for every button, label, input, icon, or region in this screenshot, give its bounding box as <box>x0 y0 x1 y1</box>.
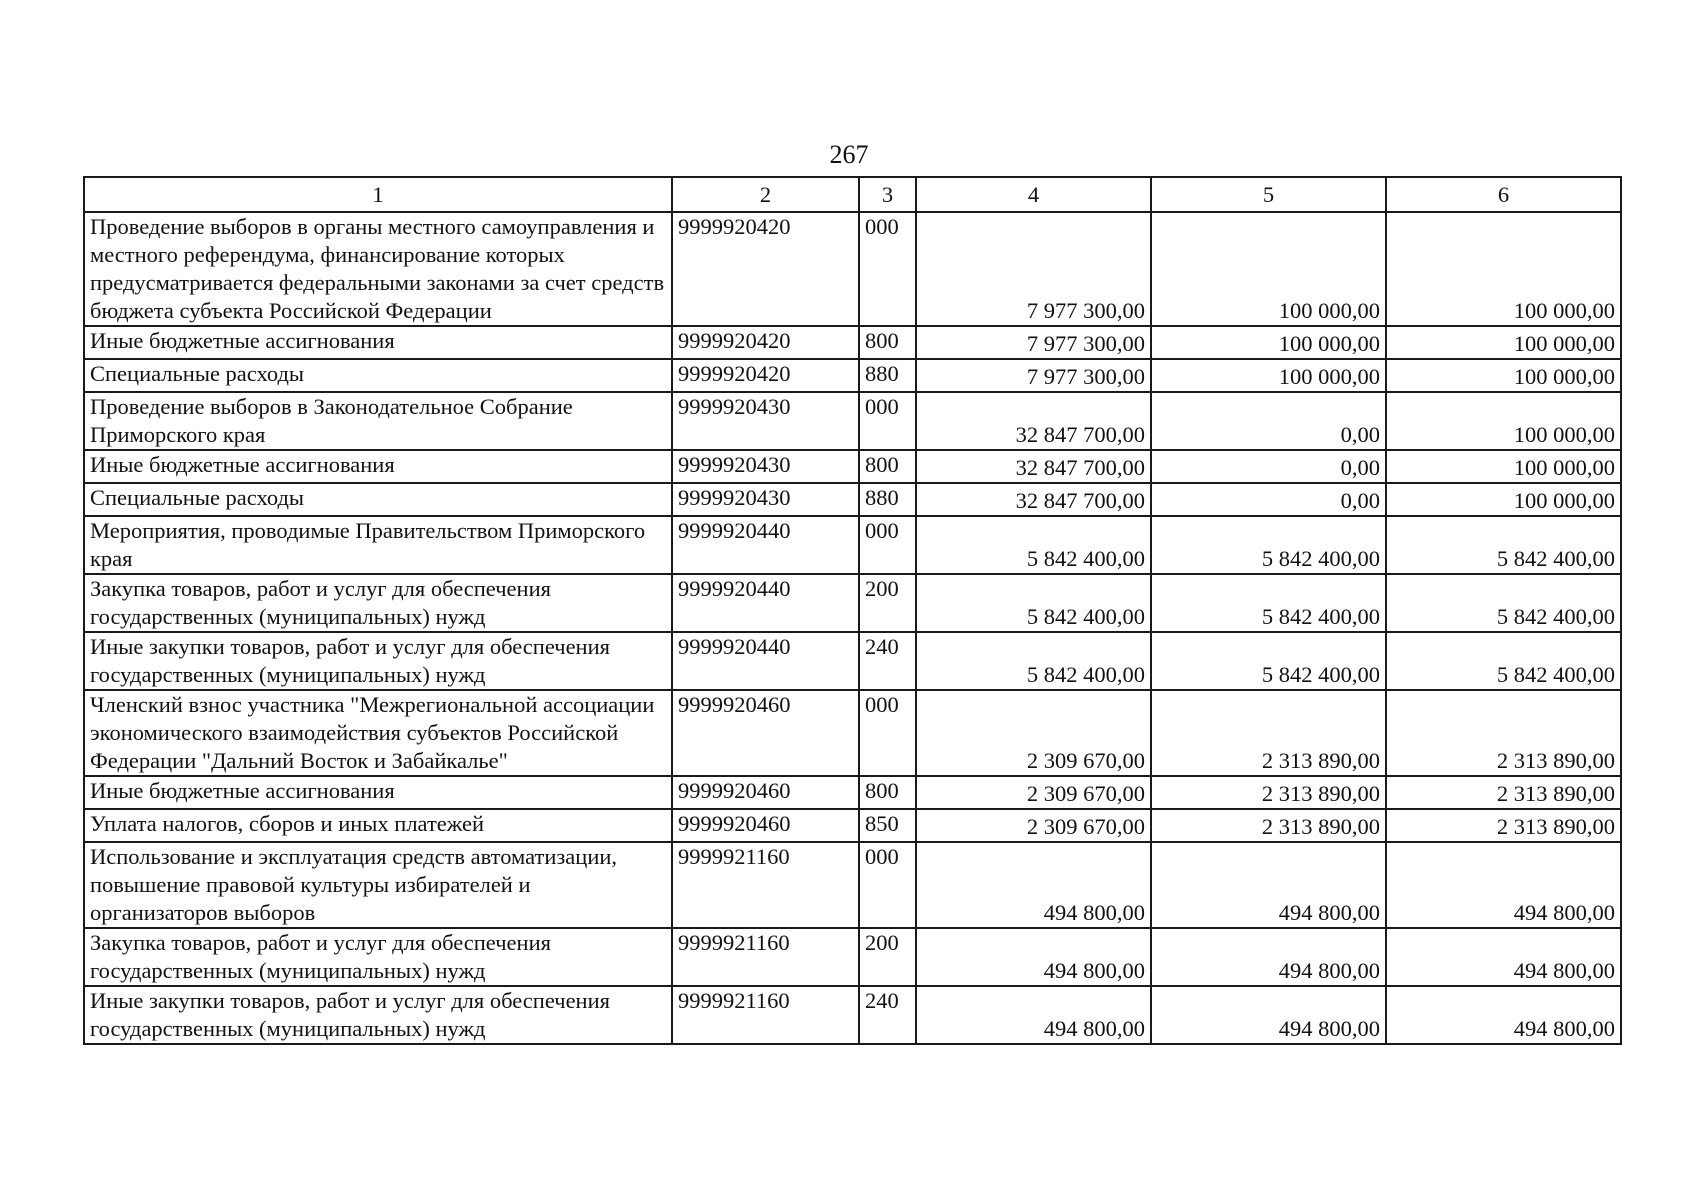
row-name-cell: Иные бюджетные ассигнования <box>84 326 672 359</box>
amount-col5-cell: 2 313 890,00 <box>1151 809 1386 842</box>
amount-col4-cell: 494 800,00 <box>916 986 1151 1044</box>
expense-type-cell: 200 <box>859 574 916 632</box>
expense-type-cell: 000 <box>859 392 916 450</box>
table-row <box>84 842 1621 928</box>
target-code-cell: 9999920440 <box>672 516 859 574</box>
row-name-cell: Проведение выборов в Законодательное Собрание Приморского края <box>84 392 672 450</box>
amount-col4-cell: 5 842 400,00 <box>916 516 1151 574</box>
target-code-cell: 9999920440 <box>672 574 859 632</box>
table-row <box>84 986 1621 1044</box>
amount-col4-cell: 7 977 300,00 <box>916 212 1151 326</box>
target-code-cell: 9999921160 <box>672 842 859 928</box>
table-row <box>84 776 1621 809</box>
amount-col6-cell: 5 842 400,00 <box>1386 516 1621 574</box>
target-code-cell: 9999920420 <box>672 212 859 326</box>
row-name-cell: Проведение выборов в органы местного самоуправления и местного референдума, финансирование которых предусматривается федеральными законами за счет средств бюджета субъекта Российской Федерации <box>84 212 672 326</box>
row-name-cell: Закупка товаров, работ и услуг для обеспечения государственных (муниципальных) нужд <box>84 574 672 632</box>
target-code-cell: 9999920430 <box>672 450 859 483</box>
expense-type-cell: 800 <box>859 776 916 809</box>
amount-col6-cell: 100 000,00 <box>1386 359 1621 392</box>
amount-col5-cell: 494 800,00 <box>1151 986 1386 1044</box>
expense-type-cell: 240 <box>859 986 916 1044</box>
row-name-cell: Специальные расходы <box>84 483 672 516</box>
amount-col5-cell: 100 000,00 <box>1151 212 1386 326</box>
header-row <box>84 177 1621 212</box>
row-name-cell: Членский взнос участника "Межрегиональной ассоциации экономического взаимодействия субъектов Российской Федерации "Дальний Восток и Забайкалье" <box>84 690 672 776</box>
amount-col5-cell: 494 800,00 <box>1151 928 1386 986</box>
table-row <box>84 359 1621 392</box>
table-row <box>84 574 1621 632</box>
amount-col4-cell: 5 842 400,00 <box>916 632 1151 690</box>
amount-col5-cell: 2 313 890,00 <box>1151 690 1386 776</box>
amount-col6-cell: 2 313 890,00 <box>1386 690 1621 776</box>
expense-type-cell: 240 <box>859 632 916 690</box>
amount-col6-cell: 5 842 400,00 <box>1386 574 1621 632</box>
table-row <box>84 928 1621 986</box>
column-header: 2 <box>672 177 859 212</box>
expense-type-cell: 000 <box>859 842 916 928</box>
amount-col6-cell: 2 313 890,00 <box>1386 776 1621 809</box>
expense-type-cell: 000 <box>859 212 916 326</box>
column-header: 4 <box>916 177 1151 212</box>
amount-col4-cell: 7 977 300,00 <box>916 326 1151 359</box>
amount-col4-cell: 494 800,00 <box>916 928 1151 986</box>
budget-table <box>83 176 1622 1045</box>
table-row <box>84 690 1621 776</box>
amount-col6-cell: 100 000,00 <box>1386 392 1621 450</box>
table-row <box>84 326 1621 359</box>
expense-type-cell: 800 <box>859 326 916 359</box>
amount-col5-cell: 5 842 400,00 <box>1151 516 1386 574</box>
amount-col4-cell: 32 847 700,00 <box>916 392 1151 450</box>
amount-col5-cell: 5 842 400,00 <box>1151 574 1386 632</box>
target-code-cell: 9999920460 <box>672 809 859 842</box>
amount-col6-cell: 100 000,00 <box>1386 483 1621 516</box>
expense-type-cell: 850 <box>859 809 916 842</box>
target-code-cell: 9999920430 <box>672 392 859 450</box>
row-name-cell: Мероприятия, проводимые Правительством Приморского края <box>84 516 672 574</box>
amount-col6-cell: 100 000,00 <box>1386 326 1621 359</box>
row-name-cell: Закупка товаров, работ и услуг для обеспечения государственных (муниципальных) нужд <box>84 928 672 986</box>
amount-col4-cell: 7 977 300,00 <box>916 359 1151 392</box>
expense-type-cell: 880 <box>859 483 916 516</box>
target-code-cell: 9999920420 <box>672 326 859 359</box>
table-row <box>84 483 1621 516</box>
expense-type-cell: 000 <box>859 690 916 776</box>
amount-col5-cell: 100 000,00 <box>1151 326 1386 359</box>
amount-col5-cell: 0,00 <box>1151 483 1386 516</box>
expense-type-cell: 880 <box>859 359 916 392</box>
table-row <box>84 516 1621 574</box>
amount-col6-cell: 2 313 890,00 <box>1386 809 1621 842</box>
amount-col4-cell: 5 842 400,00 <box>916 574 1151 632</box>
row-name-cell: Использование и эксплуатация средств автоматизации, повышение правовой культуры избирателей и организаторов выборов <box>84 842 672 928</box>
row-name-cell: Иные бюджетные ассигнования <box>84 776 672 809</box>
amount-col5-cell: 100 000,00 <box>1151 359 1386 392</box>
row-name-cell: Специальные расходы <box>84 359 672 392</box>
column-header: 6 <box>1386 177 1621 212</box>
target-code-cell: 9999920440 <box>672 632 859 690</box>
amount-col6-cell: 100 000,00 <box>1386 450 1621 483</box>
target-code-cell: 9999920430 <box>672 483 859 516</box>
amount-col4-cell: 2 309 670,00 <box>916 809 1151 842</box>
target-code-cell: 9999921160 <box>672 928 859 986</box>
row-name-cell: Иные закупки товаров, работ и услуг для обеспечения государственных (муниципальных) нужд <box>84 986 672 1044</box>
table-row <box>84 632 1621 690</box>
expense-type-cell: 200 <box>859 928 916 986</box>
amount-col5-cell: 0,00 <box>1151 392 1386 450</box>
amount-col5-cell: 494 800,00 <box>1151 842 1386 928</box>
table-row <box>84 392 1621 450</box>
target-code-cell: 9999921160 <box>672 986 859 1044</box>
row-name-cell: Уплата налогов, сборов и иных платежей <box>84 809 672 842</box>
target-code-cell: 9999920420 <box>672 359 859 392</box>
column-header: 1 <box>84 177 672 212</box>
amount-col5-cell: 5 842 400,00 <box>1151 632 1386 690</box>
amount-col4-cell: 494 800,00 <box>916 842 1151 928</box>
amount-col5-cell: 0,00 <box>1151 450 1386 483</box>
amount-col6-cell: 5 842 400,00 <box>1386 632 1621 690</box>
row-name-cell: Иные бюджетные ассигнования <box>84 450 672 483</box>
target-code-cell: 9999920460 <box>672 690 859 776</box>
amount-col4-cell: 2 309 670,00 <box>916 776 1151 809</box>
column-header: 3 <box>859 177 916 212</box>
table-row <box>84 809 1621 842</box>
expense-type-cell: 800 <box>859 450 916 483</box>
amount-col4-cell: 32 847 700,00 <box>916 450 1151 483</box>
amount-col4-cell: 2 309 670,00 <box>916 690 1151 776</box>
row-name-cell: Иные закупки товаров, работ и услуг для обеспечения государственных (муниципальных) нужд <box>84 632 672 690</box>
amount-col6-cell: 100 000,00 <box>1386 212 1621 326</box>
expense-type-cell: 000 <box>859 516 916 574</box>
column-header: 5 <box>1151 177 1386 212</box>
target-code-cell: 9999920460 <box>672 776 859 809</box>
table-row <box>84 450 1621 483</box>
amount-col6-cell: 494 800,00 <box>1386 986 1621 1044</box>
amount-col4-cell: 32 847 700,00 <box>916 483 1151 516</box>
amount-col6-cell: 494 800,00 <box>1386 842 1621 928</box>
amount-col6-cell: 494 800,00 <box>1386 928 1621 986</box>
table-row <box>84 212 1621 326</box>
amount-col5-cell: 2 313 890,00 <box>1151 776 1386 809</box>
page-number: 267 <box>829 140 869 169</box>
